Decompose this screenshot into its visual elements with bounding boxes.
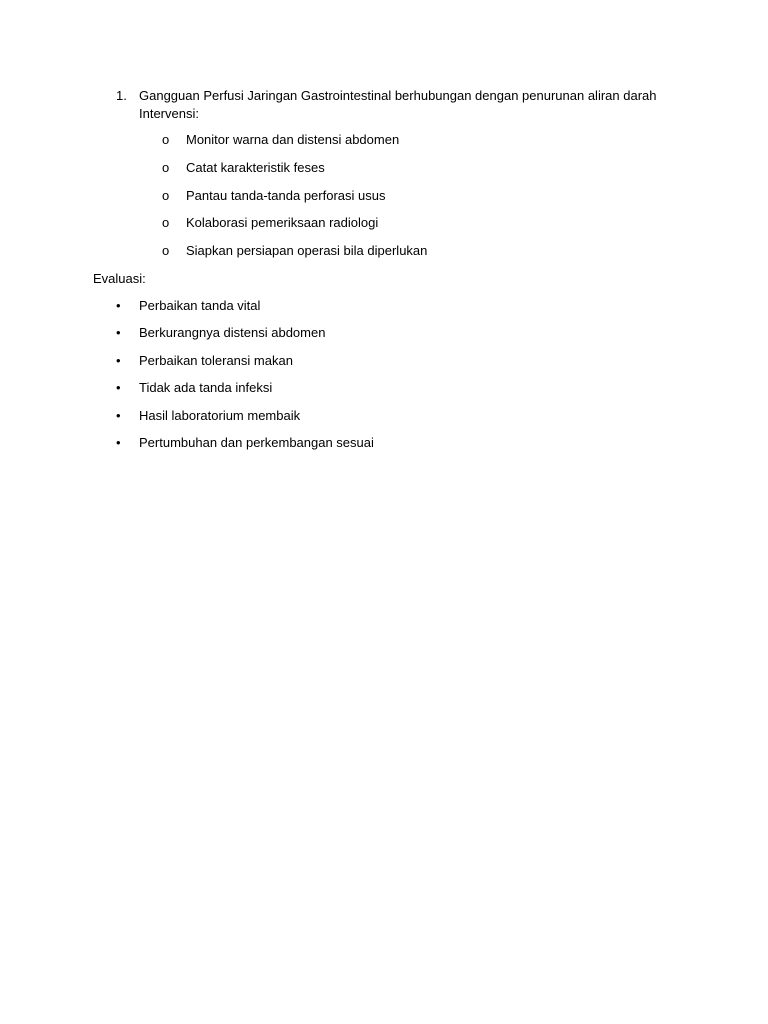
- list-item: [0, 434, 768, 452]
- sub-bullet-marker: o: [162, 215, 170, 230]
- list-item: [0, 324, 768, 342]
- list-item: [0, 242, 768, 260]
- intervention-item: Siapkan persiapan operasi bila diperlukan: [186, 243, 428, 258]
- evaluation-item: Perbaikan tanda vital: [139, 298, 261, 313]
- evaluation-item: Tidak ada tanda infeksi: [139, 380, 273, 395]
- intervention-item: Monitor warna dan distensi abdomen: [186, 132, 400, 147]
- evaluation-item: Berkurangnya distensi abdomen: [139, 325, 326, 340]
- evaluation-item: Perbaikan toleransi makan: [139, 353, 293, 368]
- sub-bullet-marker: o: [162, 160, 170, 175]
- evaluation-heading: Evaluasi:: [93, 271, 146, 286]
- sub-bullet-marker: o: [162, 132, 170, 147]
- evaluation-item: Hasil laboratorium membaik: [139, 408, 301, 423]
- sub-bullet-marker: o: [162, 243, 170, 258]
- intervention-item: Catat karakteristik feses: [186, 160, 325, 175]
- sub-bullet-marker: o: [162, 188, 170, 203]
- evaluation-item: Pertumbuhan dan perkembangan sesuai: [139, 435, 374, 450]
- list-item: [0, 297, 768, 315]
- list-item: [0, 214, 768, 232]
- numbered-item-text: [139, 87, 699, 123]
- bullet-marker: •: [116, 298, 121, 313]
- intervention-item: Kolaborasi pemeriksaan radiologi: [186, 215, 379, 230]
- intervention-heading: Intervensi:: [139, 106, 199, 121]
- list-item: [0, 131, 768, 149]
- list-item: [0, 407, 768, 425]
- bullet-marker: •: [116, 380, 121, 395]
- intervention-item: Pantau tanda-tanda perforasi usus: [186, 188, 386, 203]
- bullet-marker: •: [116, 408, 121, 423]
- list-item: [0, 159, 768, 177]
- list-number: 1.: [116, 88, 127, 103]
- bullet-marker: •: [116, 353, 121, 368]
- list-item: [0, 352, 768, 370]
- bullet-marker: •: [116, 325, 121, 340]
- diagnosis-title: Gangguan Perfusi Jaringan Gastrointestinal berhubungan dengan penurunan aliran darah: [139, 88, 657, 103]
- list-item: [0, 187, 768, 205]
- bullet-marker: •: [116, 435, 121, 450]
- list-item: [0, 379, 768, 397]
